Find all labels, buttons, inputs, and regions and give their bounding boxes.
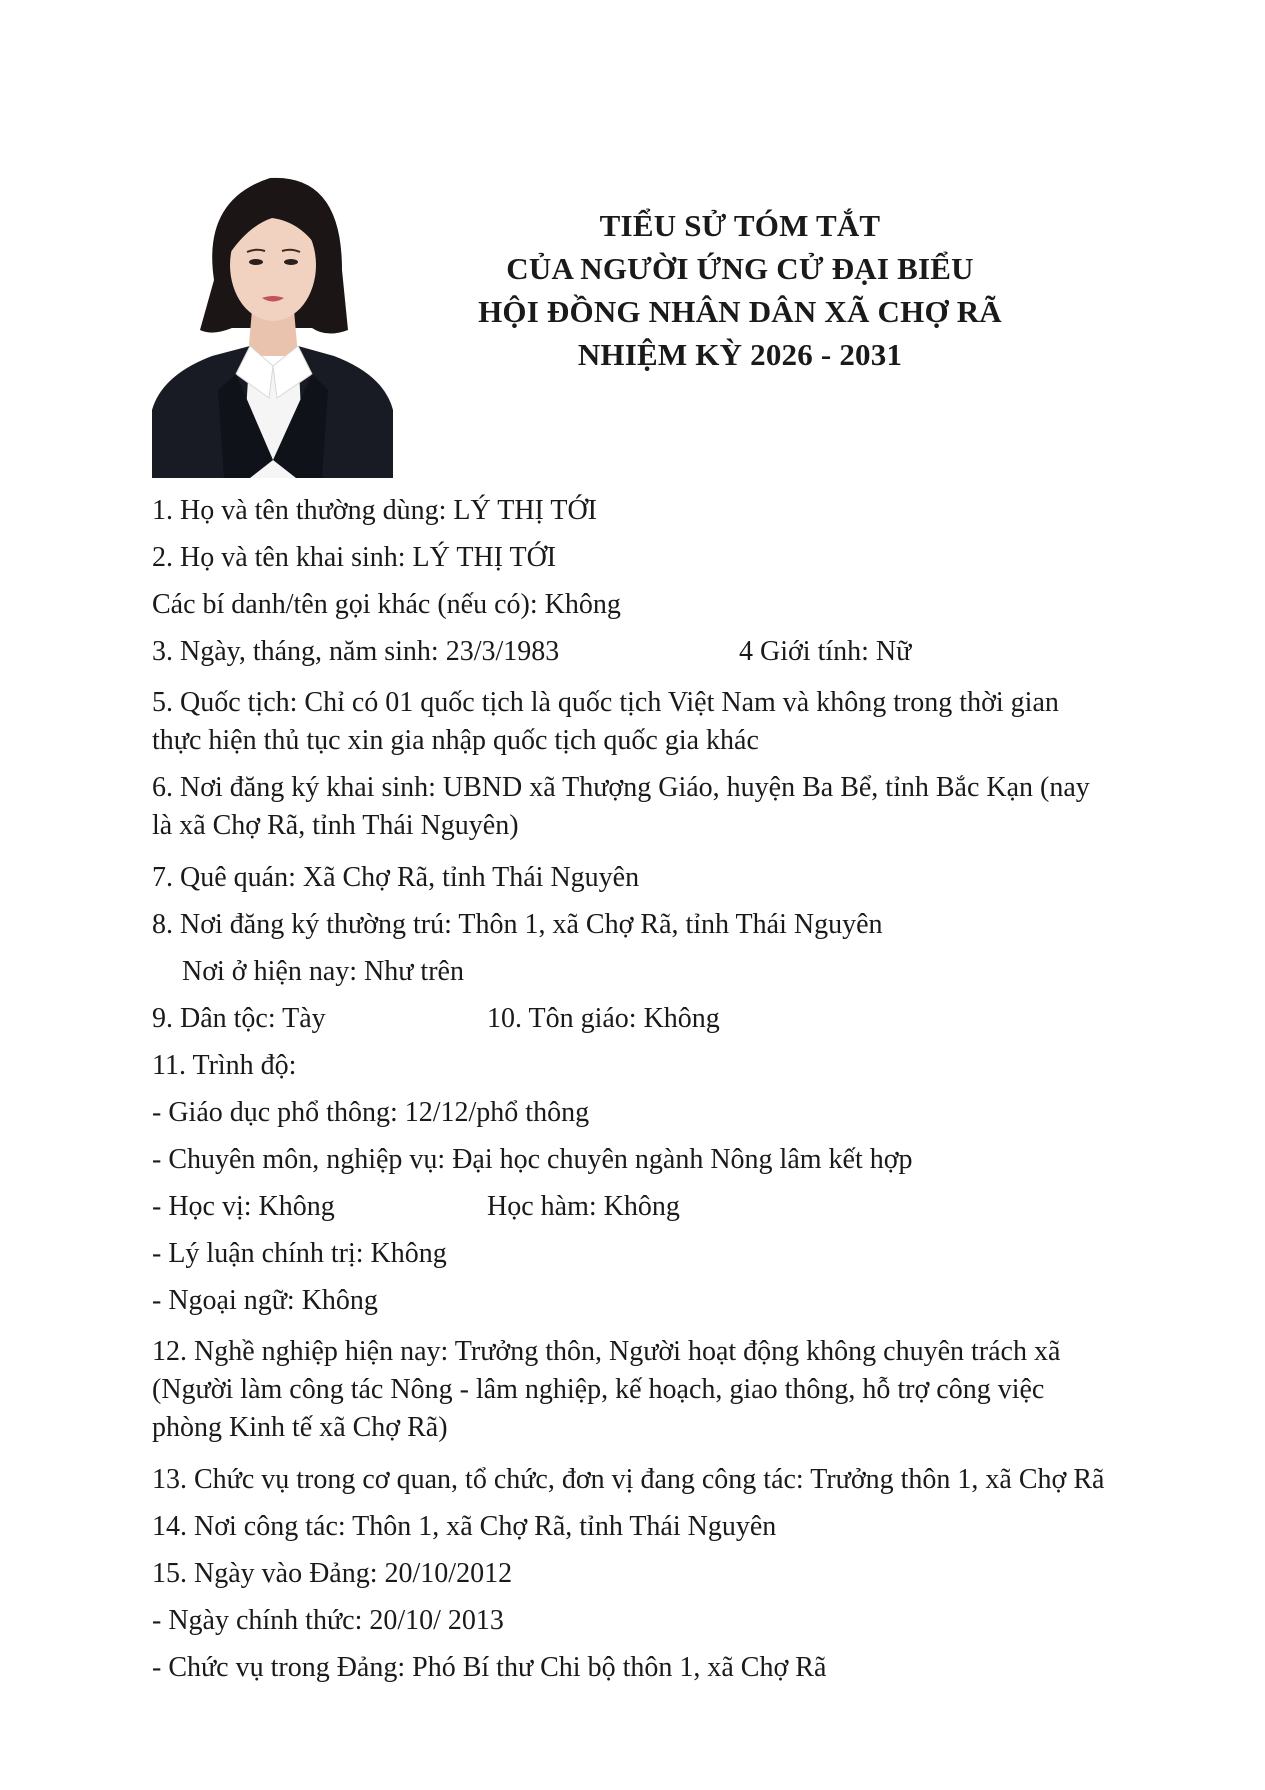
field-birth-name: 2. Họ và tên khai sinh: LÝ THỊ TỚI (152, 542, 557, 573)
field-religion: 10. Tôn giáo: Không (487, 1003, 720, 1034)
field-general-education: - Giáo dục phổ thông: 12/12/phổ thông (152, 1097, 590, 1128)
field-hometown: 7. Quê quán: Xã Chợ Rã, tỉnh Thái Nguyên (152, 862, 640, 893)
ethnicity-religion-row (152, 995, 1175, 1042)
field-alias: Các bí danh/tên gọi khác (nếu có): Không (152, 589, 621, 620)
field-current-residence: Nơi ở hiện nay: Như trên (182, 956, 464, 987)
title-line-2: CỦA NGƯỜI ỨNG CỬ ĐẠI BIỂU (506, 251, 974, 286)
field-qualification-heading: 11. Trình độ: (152, 1050, 297, 1081)
title-line-3: HỘI ĐỒNG NHÂN DÂN XÃ CHỢ RÃ (478, 294, 1002, 329)
field-occupation-line2: (Người làm công tác Nông - lâm nghiệp, kế hoạch, giao thông, hỗ trợ công việc (152, 1374, 1045, 1405)
field-nationality-line2: thực hiện thủ tục xin gia nhập quốc tịch quốc gia khác (152, 725, 759, 756)
field-official-date: - Ngày chính thức: 20/10/ 2013 (152, 1605, 504, 1636)
field-academic-title: Học hàm: Không (487, 1191, 680, 1222)
title-line-1: TIỂU SỬ TÓM TẮT (599, 208, 881, 243)
biography-body (152, 487, 1175, 1691)
field-common-name: 1. Họ và tên thường dùng: LÝ THỊ TỚI (152, 495, 598, 526)
field-ethnicity: 9. Dân tộc: Tày (152, 1003, 326, 1034)
degree-row (152, 1183, 1175, 1230)
field-occupation-line1: 12. Nghề nghiệp hiện nay: Trưởng thôn, Người hoạt động không chuyên trách xã (152, 1336, 1061, 1367)
document-title (420, 204, 1060, 376)
field-specialty: - Chuyên môn, nghiệp vụ: Đại học chuyên ngành Nông lâm kết hợp (152, 1144, 913, 1175)
field-permanent-residence: 8. Nơi đăng ký thường trú: Thôn 1, xã Chợ Rã, tỉnh Thái Nguyên (152, 909, 883, 940)
field-degree: - Học vị: Không (152, 1191, 335, 1222)
field-political-theory: - Lý luận chính trị: Không (152, 1238, 447, 1269)
field-birth-registration-line1: 6. Nơi đăng ký khai sinh: UBND xã Thượng Giáo, huyện Ba Bể, tỉnh Bắc Kạn (nay (152, 772, 1090, 803)
field-party-join-date: 15. Ngày vào Đảng: 20/10/2012 (152, 1558, 513, 1589)
field-gender: 4 Giới tính: Nữ (739, 636, 912, 667)
birth-gender-row (152, 628, 1175, 675)
portrait-illustration (152, 160, 393, 478)
title-line-4: NHIỆM KỲ 2026 - 2031 (577, 337, 903, 372)
field-birth-date: 3. Ngày, tháng, năm sinh: 23/3/1983 (152, 636, 560, 667)
field-workplace: 14. Nơi công tác: Thôn 1, xã Chợ Rã, tỉnh Thái Nguyên (152, 1511, 777, 1542)
field-nationality-line1: 5. Quốc tịch: Chỉ có 01 quốc tịch là quốc tịch Việt Nam và không trong thời gian (152, 687, 1059, 718)
field-position: 13. Chức vụ trong cơ quan, tổ chức, đơn vị đang công tác: Trưởng thôn 1, xã Chợ Rã (152, 1464, 1105, 1495)
field-party-position: - Chức vụ trong Đảng: Phó Bí thư Chi bộ thôn 1, xã Chợ Rã (152, 1652, 827, 1683)
field-foreign-language: - Ngoại ngữ: Không (152, 1285, 378, 1316)
portrait-photo (152, 160, 393, 478)
field-occupation-line3: phòng Kinh tế xã Chợ Rã) (152, 1412, 448, 1443)
field-birth-registration-line2: là xã Chợ Rã, tỉnh Thái Nguyên) (152, 810, 519, 841)
